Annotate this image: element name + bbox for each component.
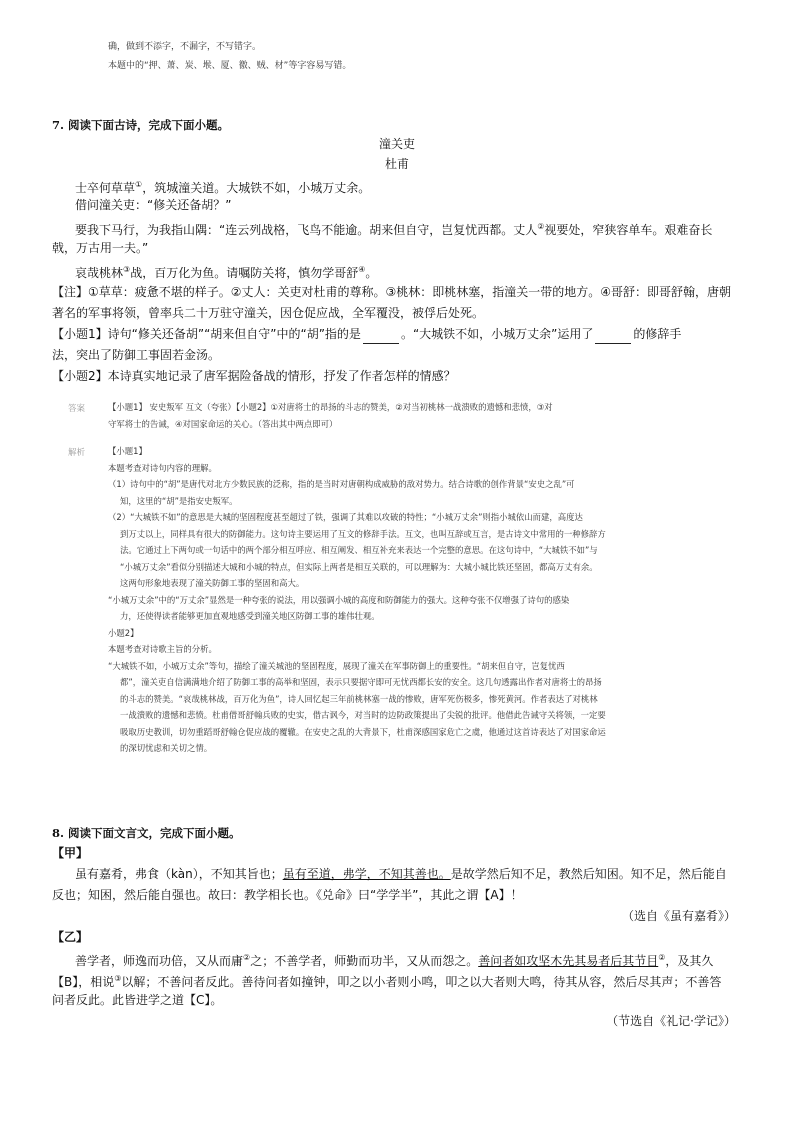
passage-yi-label: 【乙】 [52, 930, 89, 944]
passage-jia-line-1: 虽有嘉肴，弗食（kàn），不知其旨也；虽有至道，弗学，不知其善也。是故学然后知不足，教然后知困。知不足，然后能自 [75, 867, 727, 881]
passage-jia-source: （选自《虽有嘉肴》） [621, 909, 736, 923]
prev-answer-line-1: 确，做到不添字，不漏字，不写错字。 [108, 42, 262, 52]
subquestion-1-cont: 法，突出了防御工事固若金汤。 [52, 348, 221, 362]
analysis-line: 法。它通过上下两句或一句话中的两个部分相互呼应、相互阐发、相互补充来表达一个完整的意思。在这句诗中，“大城铁不如”与 [120, 545, 598, 555]
footnote-mark-4: ④ [358, 265, 366, 274]
footnote-mark-3: ③ [123, 265, 131, 274]
analysis-block [108, 443, 606, 757]
poem-author: 杜甫 [384, 157, 409, 171]
poem-line-1: 士卒何草草①，筑城潼关道。大城铁不如，小城万丈余。 [75, 180, 371, 195]
passage-yi-line-2: 【B】，相说③以解；不善问者反此。善待问者如撞钟，叩之以小者则小鸣，叩之以大者则大鸣，待其从容，然后尽其声；不善答 [52, 974, 722, 989]
answer-blank-1[interactable] [363, 331, 399, 344]
footnote-mark-2: ② [537, 222, 545, 231]
question-8-heading: 8. 阅读下面文言文，完成下面小题。 [52, 826, 241, 840]
analysis-line: 都”，潼关吏自信满满地介绍了防御工事的高举和坚固，表示只要据守即可无忧西都长安的安全。这几句透露出作者对唐将士的昂扬 [120, 677, 602, 687]
analysis-line: 本题考查对诗歌主旨的分析。 [108, 644, 217, 654]
footnote-mark-3: ③ [114, 974, 122, 983]
poem-line-2: 借问潼关吏：“修关还备胡？” [75, 198, 232, 212]
analysis-line: 吸取历史教训，切勿重蹈哥舒翰仓促应战的覆辙。在安史之乱的大背景下，杜甫深感国家危亡之虞，他通过这首诗表达了对国家命运 [120, 726, 606, 737]
note-line-1: 【注】①草草：疲惫不堪的样子。②丈人：关吏对杜甫的尊称。③桃林：即桃林塞，指潼关一带的地方。④哥舒：即哥舒翰，唐朝 [52, 285, 732, 299]
answer-line-1: 【小题1】 安史叛军 互文（夸张）【小题2】①对唐将士的昂扬的斗志的赞美，②对当初桃林一战溃败的遗憾和悲愤，③对 [108, 402, 553, 412]
poem-line-4: 戟，万古用一夫。” [52, 241, 149, 255]
subquestion-1: 【小题1】诗句“修关还备胡”“胡来但自守”中的“胡”指的是 。“大城铁不如，小城万丈余”运用了 的修辞手 [52, 324, 681, 344]
question-7-heading: 7. 阅读下面古诗，完成下面小题。 [52, 118, 230, 132]
footnote-mark-2: ② [243, 953, 251, 962]
prev-answer-line-2: 本题中的“押、萧、炭、堠、厦、徼、贼、材”等字容易写错。 [108, 61, 352, 71]
footnote-mark-2: ② [658, 953, 666, 962]
poem-line-5: 哀哉桃林③战，百万化为鱼。请嘱防关将，慎勿学哥舒④。 [75, 265, 378, 280]
passage-jia-label: 【甲】 [52, 846, 89, 860]
analysis-line: 【小题1】 [108, 446, 147, 456]
passage-yi-line-1: 善学者，师逸而功倍，又从而庸②之；不善学者，师勤而功半，又从而怨之。善问者如攻坚木先其易者后其节目②，及其久 [75, 953, 714, 968]
analysis-line: 小题2】 [108, 627, 139, 638]
note-line-2: 著名的军事将领，曾率兵二十万驻守潼关，因仓促应战，全军覆没，被俘后处死。 [52, 306, 485, 320]
footnote-mark-1: ① [135, 180, 143, 189]
analysis-line: 到万丈以上，同样具有很大的防御能力。这句诗主要运用了互文的修辞手法。互文，也叫互辞或互言，是古诗文中常用的一种修辞方 [120, 528, 606, 539]
passage-yi-line-3: 问者反此。此皆进学之道【C】。 [52, 993, 223, 1007]
analysis-line: 一战溃败的遗憾和悲愤。杜甫借哥舒翰兵败的史实，借古讽今，对当时的边防政策提出了尖锐的批评。他借此告诫守关将领，一定要 [120, 710, 606, 720]
analysis-line: 的斗志的赞美。“哀哉桃林战，百万化为鱼”，诗人回忆起三年前桃林塞一战的惨败，唐军死伤极多，惨死黄河。作者表达了对桃林 [120, 693, 598, 704]
passage-yi-source: （节选自《礼记·学记》） [606, 1014, 736, 1028]
analysis-line: 力，还使得读者能够更加直观地感受到潼关地区防御工事的雄伟壮观。 [120, 611, 380, 621]
analysis-line: 这两句形象地表现了潼关防御工事的坚固和高大。 [120, 578, 305, 588]
analysis-line: 知，这里的“胡”是指安史叛军。 [120, 495, 238, 506]
analysis-line: 本题考查对诗句内容的理解。 [108, 462, 217, 473]
subquestion-2: 【小题2】本诗真实地记录了唐军据险备战的情形，抒发了作者怎样的情感？ [52, 369, 456, 383]
analysis-line: “小城万丈余”中的“万丈余”显然是一种夸张的说法，用以强调小城的高度和防御能力的强大。这种夸张不仅增强了诗句的感染 [108, 594, 570, 605]
analysis-line: 的深切忧虑和关切之情。 [120, 743, 213, 753]
analysis-line: （1）诗句中的“胡”是唐代对北方少数民族的泛称，指的是当时对唐朝构成威胁的敌对势力。结合诗歌的创作背景“安史之乱”可 [108, 479, 575, 489]
analysis-line: （2）“大城铁不如”的意思是大城的坚固程度甚至超过了铁，强调了其难以攻破的特性；“小城万丈余”则指小城依山而建，高度达 [108, 512, 583, 522]
answer-blank-2[interactable] [595, 331, 631, 344]
analysis-line: “小城万丈余”看似分别描述大城和小城的特点，但实际上两者是相互关联的，可以理解为：大城小城比铁还坚固，都高万丈有余。 [120, 561, 598, 572]
analysis-label: 解析 [68, 448, 86, 458]
passage-jia-line-2: 反也；知困，然后能自强也。故曰：教学相长也。《兑命》曰“学学半”，其此之谓【A】！ [52, 888, 523, 902]
answer-label: 答案 [68, 404, 86, 414]
poem-title: 潼关吏 [378, 137, 415, 151]
analysis-line: “大城铁不如，小城万丈余”等句，描绘了潼关城池的坚固程度，展现了潼关在军事防御上的重要性。“胡来但自守，岂复忧西 [108, 660, 565, 671]
poem-line-3: 要我下马行，为我指山隅：“连云列战格，飞鸟不能逾。胡来但自守，岂复忧西都。丈人②视要处，窄狭容单车。艰难奋长 [75, 222, 713, 237]
answer-line-2: 守军将士的告诫，④对国家命运的关心。（答出其中两点即可） [108, 419, 338, 429]
